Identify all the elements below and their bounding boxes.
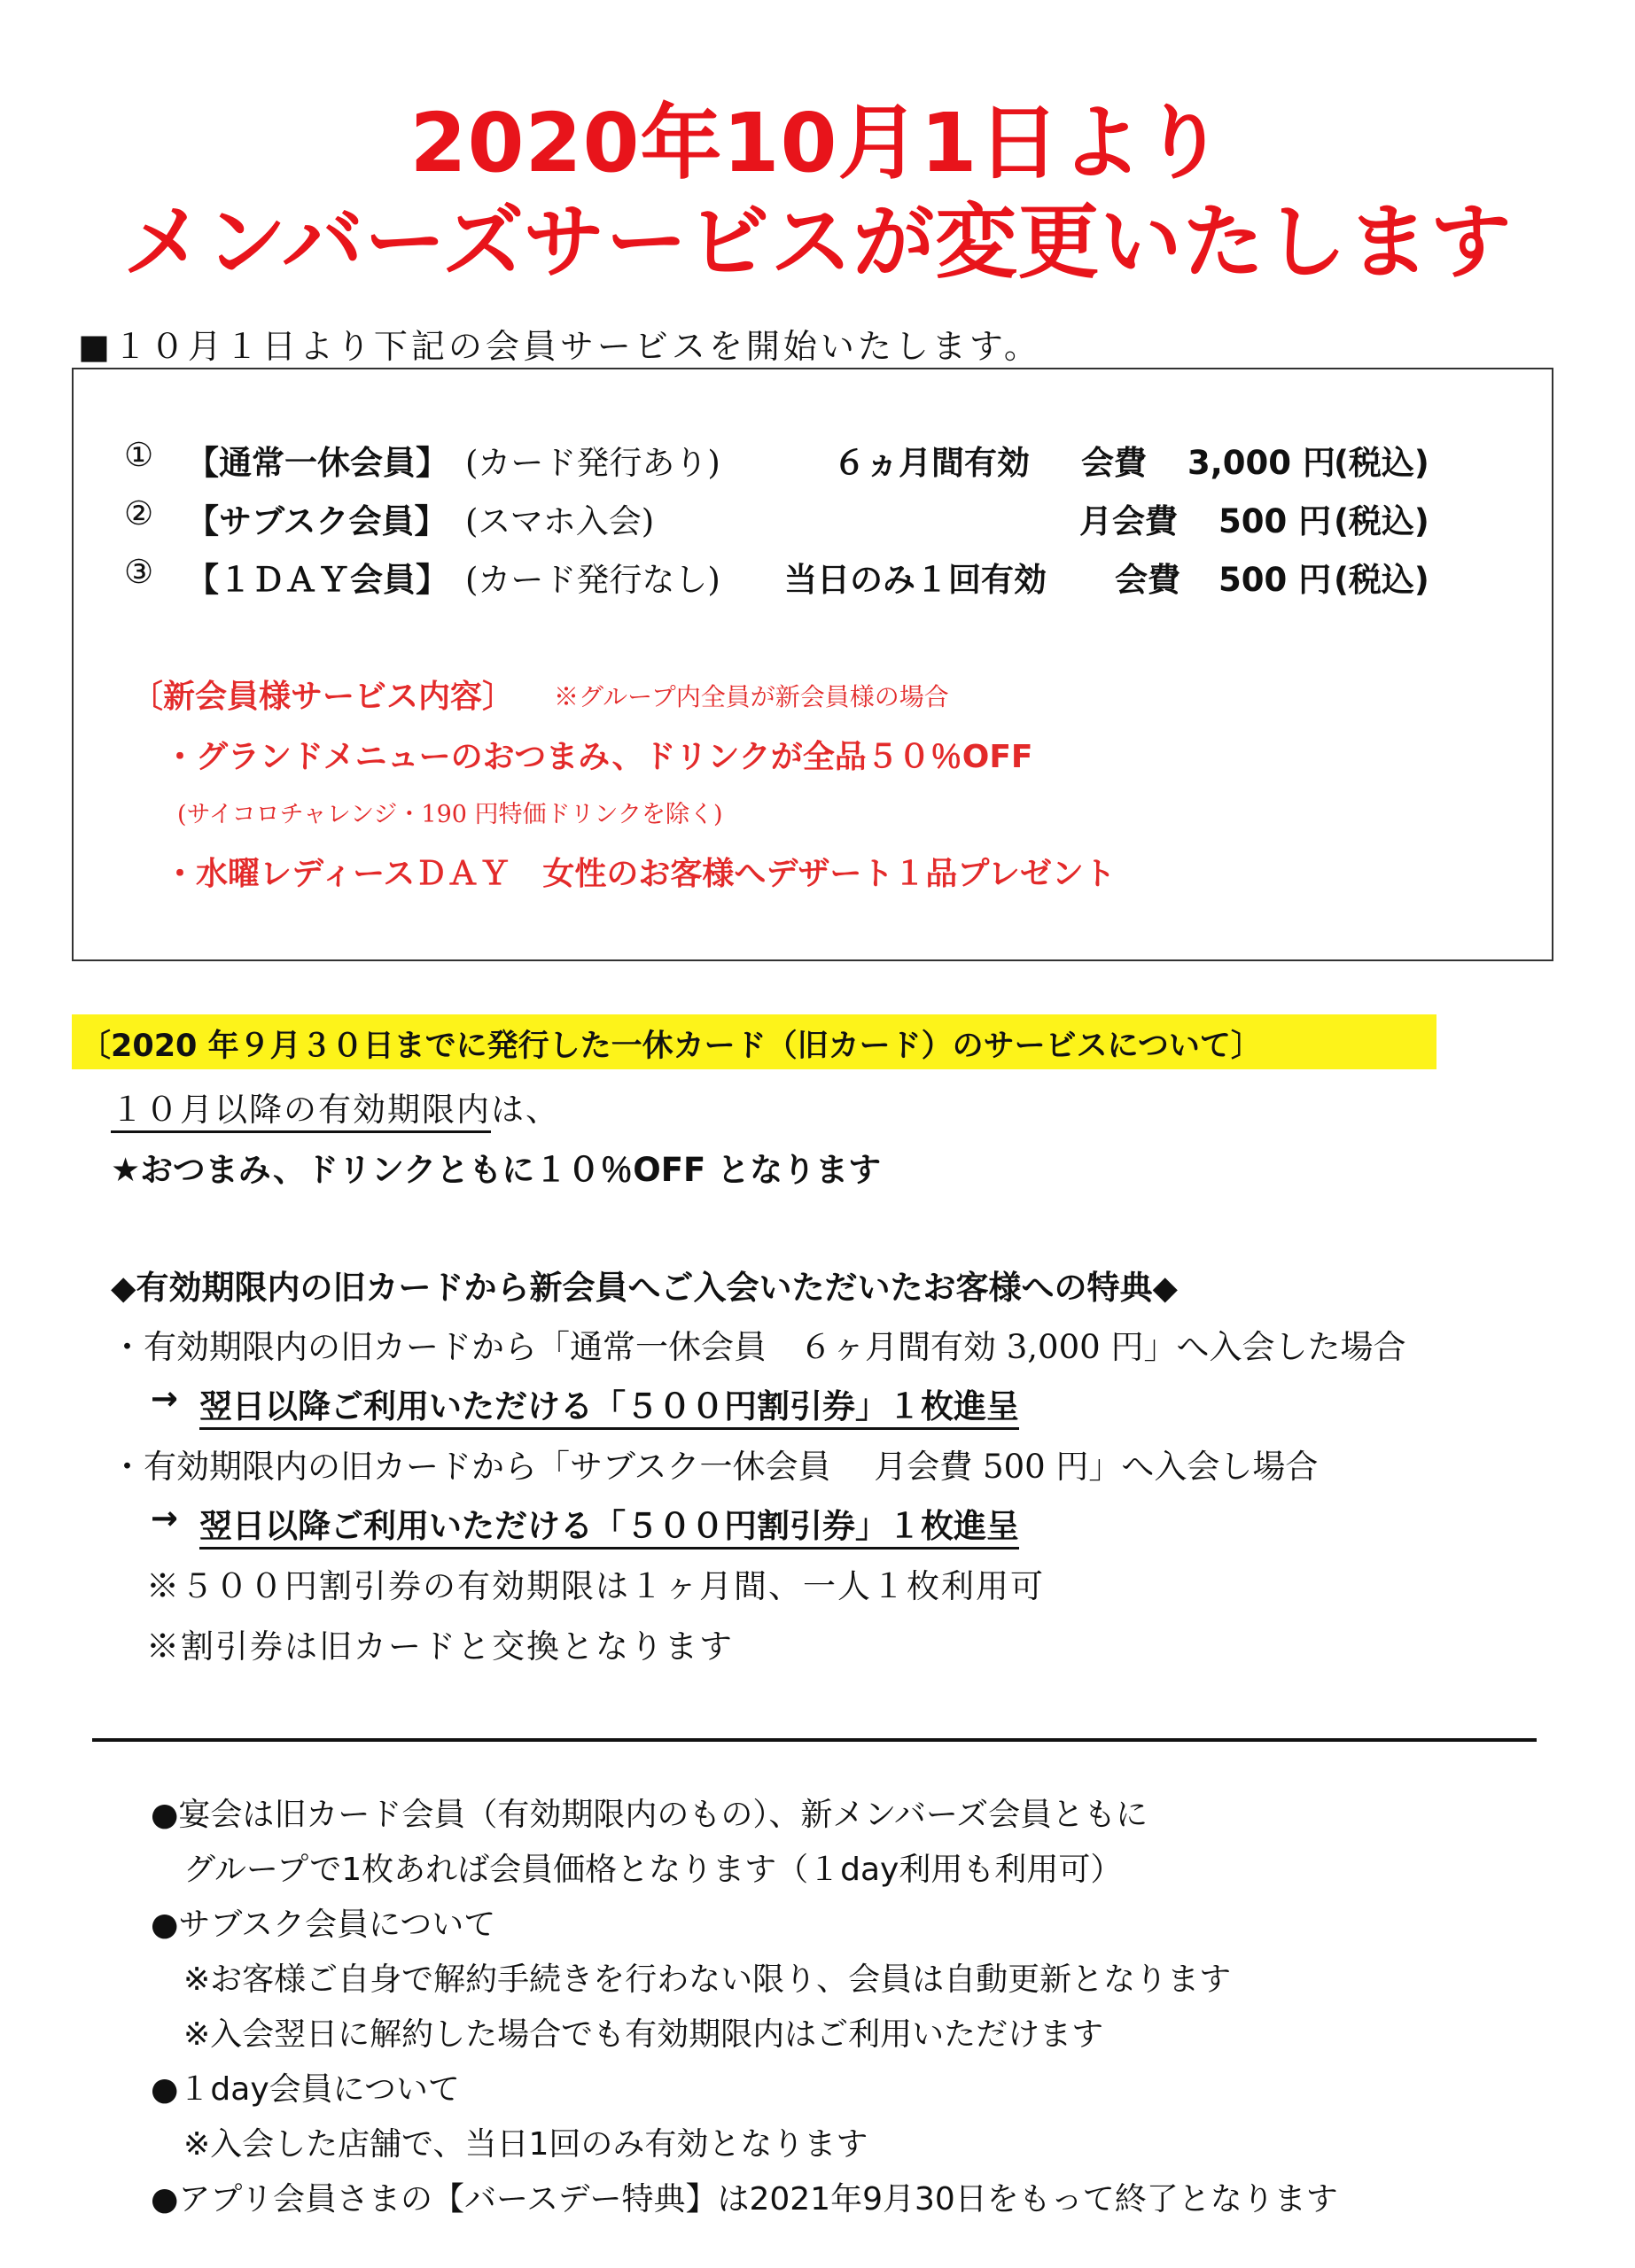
benefit-1-arrow: →: [151, 1379, 179, 1418]
new-service-item-1: ・グランドメニューのおつまみ、ドリンクが全品５０％OFF: [164, 739, 1033, 775]
membership-1-validity: ６ヵ月間有効: [833, 444, 1030, 482]
membership-3-name: 【１ＤＡＹ会員】: [186, 561, 448, 599]
membership-2-fee-label: 月会費: [1079, 502, 1178, 540]
membership-1-note: (カード発行あり): [465, 444, 720, 482]
benefit-2-coupon-text: 翌日以降ご利用いただける「５００円割引券」１枚進呈: [199, 1507, 1019, 1550]
benefit-2: ・有効期限内の旧カードから「サブスク一休会員 月会費 500 円」へ入会し場合: [111, 1448, 1319, 1486]
coupon-note-1: ※５００円割引券の有効期限は１ヶ月間、一人１枚利用可: [146, 1567, 1045, 1605]
benefit-heading: ◆有効期限内の旧カードから新会員へご入会いただいたお客様への特典◆: [111, 1269, 1178, 1307]
membership-1-name: 【通常一休会員】: [186, 444, 448, 482]
note-1day-heading: ●１day会員について: [151, 2071, 460, 2108]
membership-2-note: (スマホ入会): [465, 502, 655, 540]
note-subscription-auto-renew: ※お客様ご自身で解約手続きを行わない限り、会員は自動更新となります: [183, 1961, 1232, 1998]
page-title-line-2: メンバーズサービスが変更いたします: [122, 195, 1513, 290]
membership-3-validity: 当日のみ１回有効: [784, 561, 1047, 599]
note-subscription-cancel: ※入会翌日に解約した場合でも有効期限内はご利用いただけます: [183, 2016, 1104, 2053]
benefit-2-coupon: [199, 1499, 1019, 1547]
note-banquet: ●宴会は旧カード会員（有効期限内のもの）、新メンバーズ会員ともに: [151, 1797, 1148, 1833]
note-subscription-heading: ●サブスク会員について: [151, 1907, 496, 1943]
old-card-heading: 〔2020 年９月３０日までに発行した一休カード（旧カード）のサービスについて〕: [80, 1029, 1262, 1064]
new-service-item-1-note: (サイコロチャレンジ・190 円特価ドリンクを除く): [177, 801, 723, 828]
membership-1-tax: (税込): [1334, 444, 1429, 482]
intro-text: ■１０月１日より下記の会員サービスを開始いたします。: [78, 327, 1041, 366]
old-card-line-1: [111, 1083, 560, 1130]
membership-3-note: (カード発行なし): [465, 561, 720, 599]
section-divider: [92, 1738, 1537, 1742]
benefit-1: ・有効期限内の旧カードから「通常一休会員 ６ヶ月間有効 3,000 円」へ入会した場合: [111, 1328, 1406, 1366]
membership-1-fee: 3,000 円: [1187, 444, 1335, 482]
membership-3-fee: 500 円: [1218, 561, 1332, 599]
membership-2-num: ②: [124, 494, 154, 532]
old-card-line-1-underlined: １０月以降の有効期限内: [111, 1091, 491, 1133]
membership-3-fee-label: 会費: [1115, 561, 1180, 599]
membership-3-tax: (税込): [1334, 561, 1429, 599]
new-service-item-2: ・水曜レディースＤＡＹ 女性のお客様へデザート１品プレゼント: [164, 856, 1116, 892]
new-service-heading: 〔新会員様サービス内容〕: [131, 679, 515, 715]
note-birthday-end: ●アプリ会員さまの【バースデー特典】は2021年9月30日をもって終了となります: [151, 2181, 1338, 2218]
benefit-1-coupon-text: 翌日以降ご利用いただける「５００円割引券」１枚進呈: [199, 1387, 1019, 1430]
membership-2-fee: 500 円: [1218, 502, 1332, 540]
note-1day-detail: ※入会した店舗で、当日1回のみ有効となります: [183, 2126, 868, 2163]
benefit-1-coupon: [199, 1379, 1019, 1427]
note-banquet-detail: グループで1枚あれば会員価格となります（１day利用も利用可）: [183, 1852, 1123, 1888]
coupon-note-2: ※割引券は旧カードと交換となります: [146, 1627, 734, 1666]
old-card-line-2: ★おつまみ、ドリンクともに１０％OFF となります: [111, 1151, 882, 1189]
old-card-line-1-rest: は、: [491, 1091, 560, 1129]
benefit-2-arrow: →: [151, 1499, 179, 1537]
new-service-heading-note: ※グループ内全員が新会員様の場合: [554, 682, 949, 711]
membership-1-num: ①: [124, 436, 154, 474]
membership-2-tax: (税込): [1334, 502, 1429, 540]
membership-3-num: ③: [124, 553, 154, 591]
membership-2-name: 【サブスク会員】: [186, 502, 448, 540]
page-title-line-1: 2020年10月1日より: [409, 96, 1226, 190]
membership-1-fee-label: 会費: [1081, 444, 1147, 482]
